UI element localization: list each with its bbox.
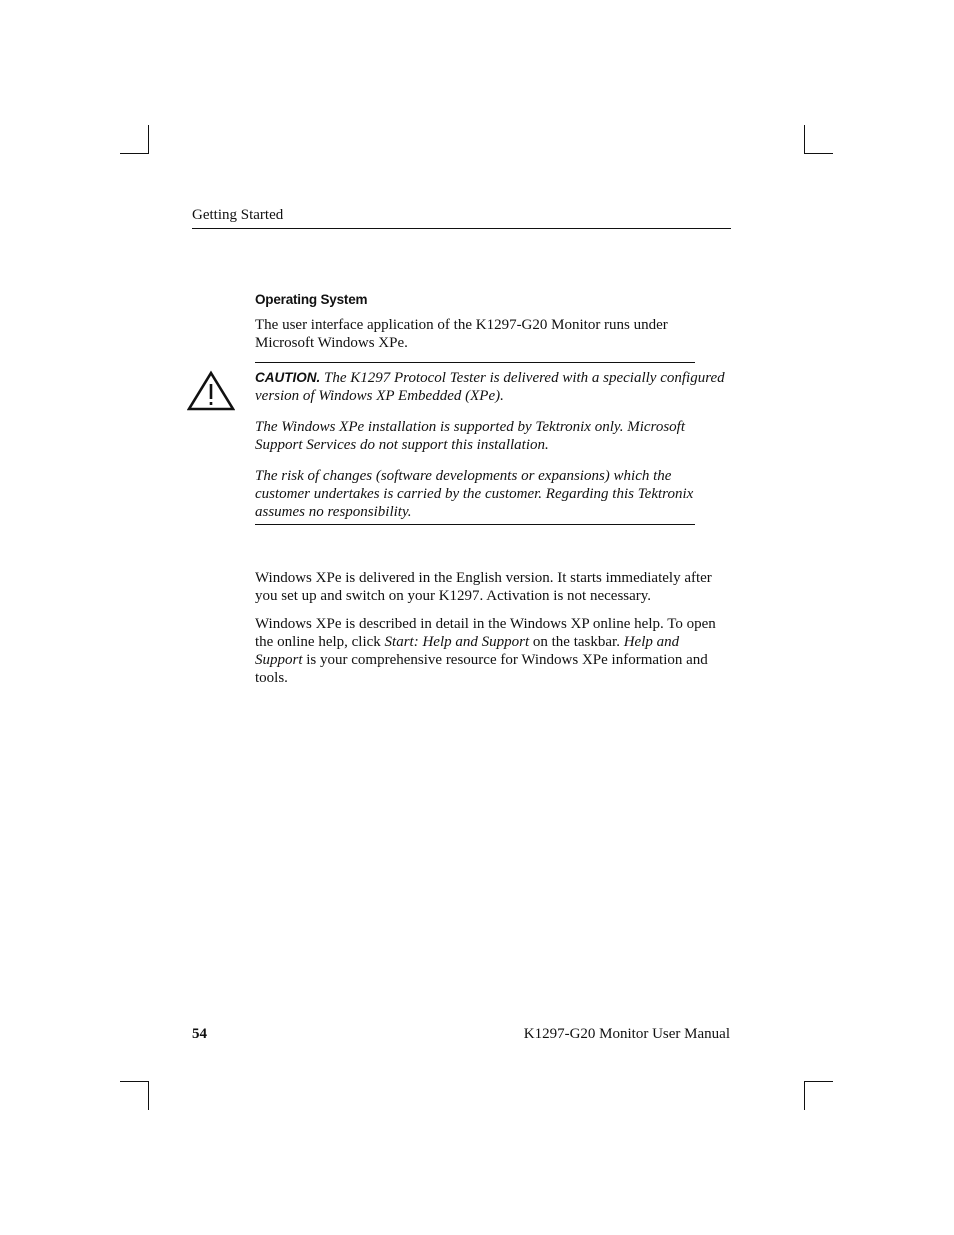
warning-triangle-icon <box>187 370 235 412</box>
body-paragraph-2 <box>255 615 717 687</box>
crop-mark-top-left-v <box>148 125 149 154</box>
body-text-2e: is your comprehensive resource for Windows XPe information and tools. <box>255 652 708 686</box>
caution-paragraph-1 <box>255 369 725 405</box>
crop-mark-bottom-right-h <box>804 1081 833 1082</box>
crop-mark-bottom-left-h <box>120 1081 149 1082</box>
intro-paragraph <box>255 316 725 352</box>
body-text-2a: Windows XPe is described in detail in the Windows XP online help. To open the online help, click <box>255 616 716 650</box>
start-help-support-ref: Start: Help and Support <box>384 634 530 650</box>
caution-text-3: The risk of changes (software developments or expansions) which the customer undertakes is carried by the customer. Regarding this Tektronix assumes no responsibility. <box>255 468 694 520</box>
intro-text: The user interface application of the K1297-G20 Monitor runs under Microsoft Windows XPe. <box>255 317 668 351</box>
caution-text-1: The K1297 Protocol Tester is delivered with a specially configured version of Windows XP Embedded (XPe). <box>255 370 725 404</box>
section-heading: Operating System <box>255 292 368 307</box>
manual-title: K1297-G20 Monitor User Manual <box>523 1026 730 1042</box>
caution-paragraph-3 <box>255 467 723 521</box>
caution-text-2: The Windows XPe installation is supported by Tektronix only. Microsoft Support Services do not support this installation. <box>255 419 685 453</box>
body-paragraph-1 <box>255 569 725 605</box>
crop-mark-bottom-left-v <box>148 1081 149 1110</box>
crop-mark-top-right-h <box>804 153 833 154</box>
header-rule <box>192 228 731 229</box>
caution-label: CAUTION. <box>255 370 321 385</box>
body-text-1: Windows XPe is delivered in the English version. It starts immediately after you set up and switch on your K1297. Activation is not necessary. <box>255 570 712 604</box>
body-text-2c: on the taskbar. <box>529 634 624 650</box>
page-number: 54 <box>192 1026 207 1042</box>
help-support-ref: Help and Support <box>255 634 680 668</box>
crop-mark-bottom-right-v <box>804 1081 805 1110</box>
caution-paragraph-2 <box>255 418 725 454</box>
running-header: Getting Started <box>192 207 284 223</box>
crop-mark-top-right-v <box>804 125 805 154</box>
crop-mark-top-left-h <box>120 153 149 154</box>
caution-top-rule <box>255 362 695 363</box>
caution-bottom-rule <box>255 524 695 525</box>
